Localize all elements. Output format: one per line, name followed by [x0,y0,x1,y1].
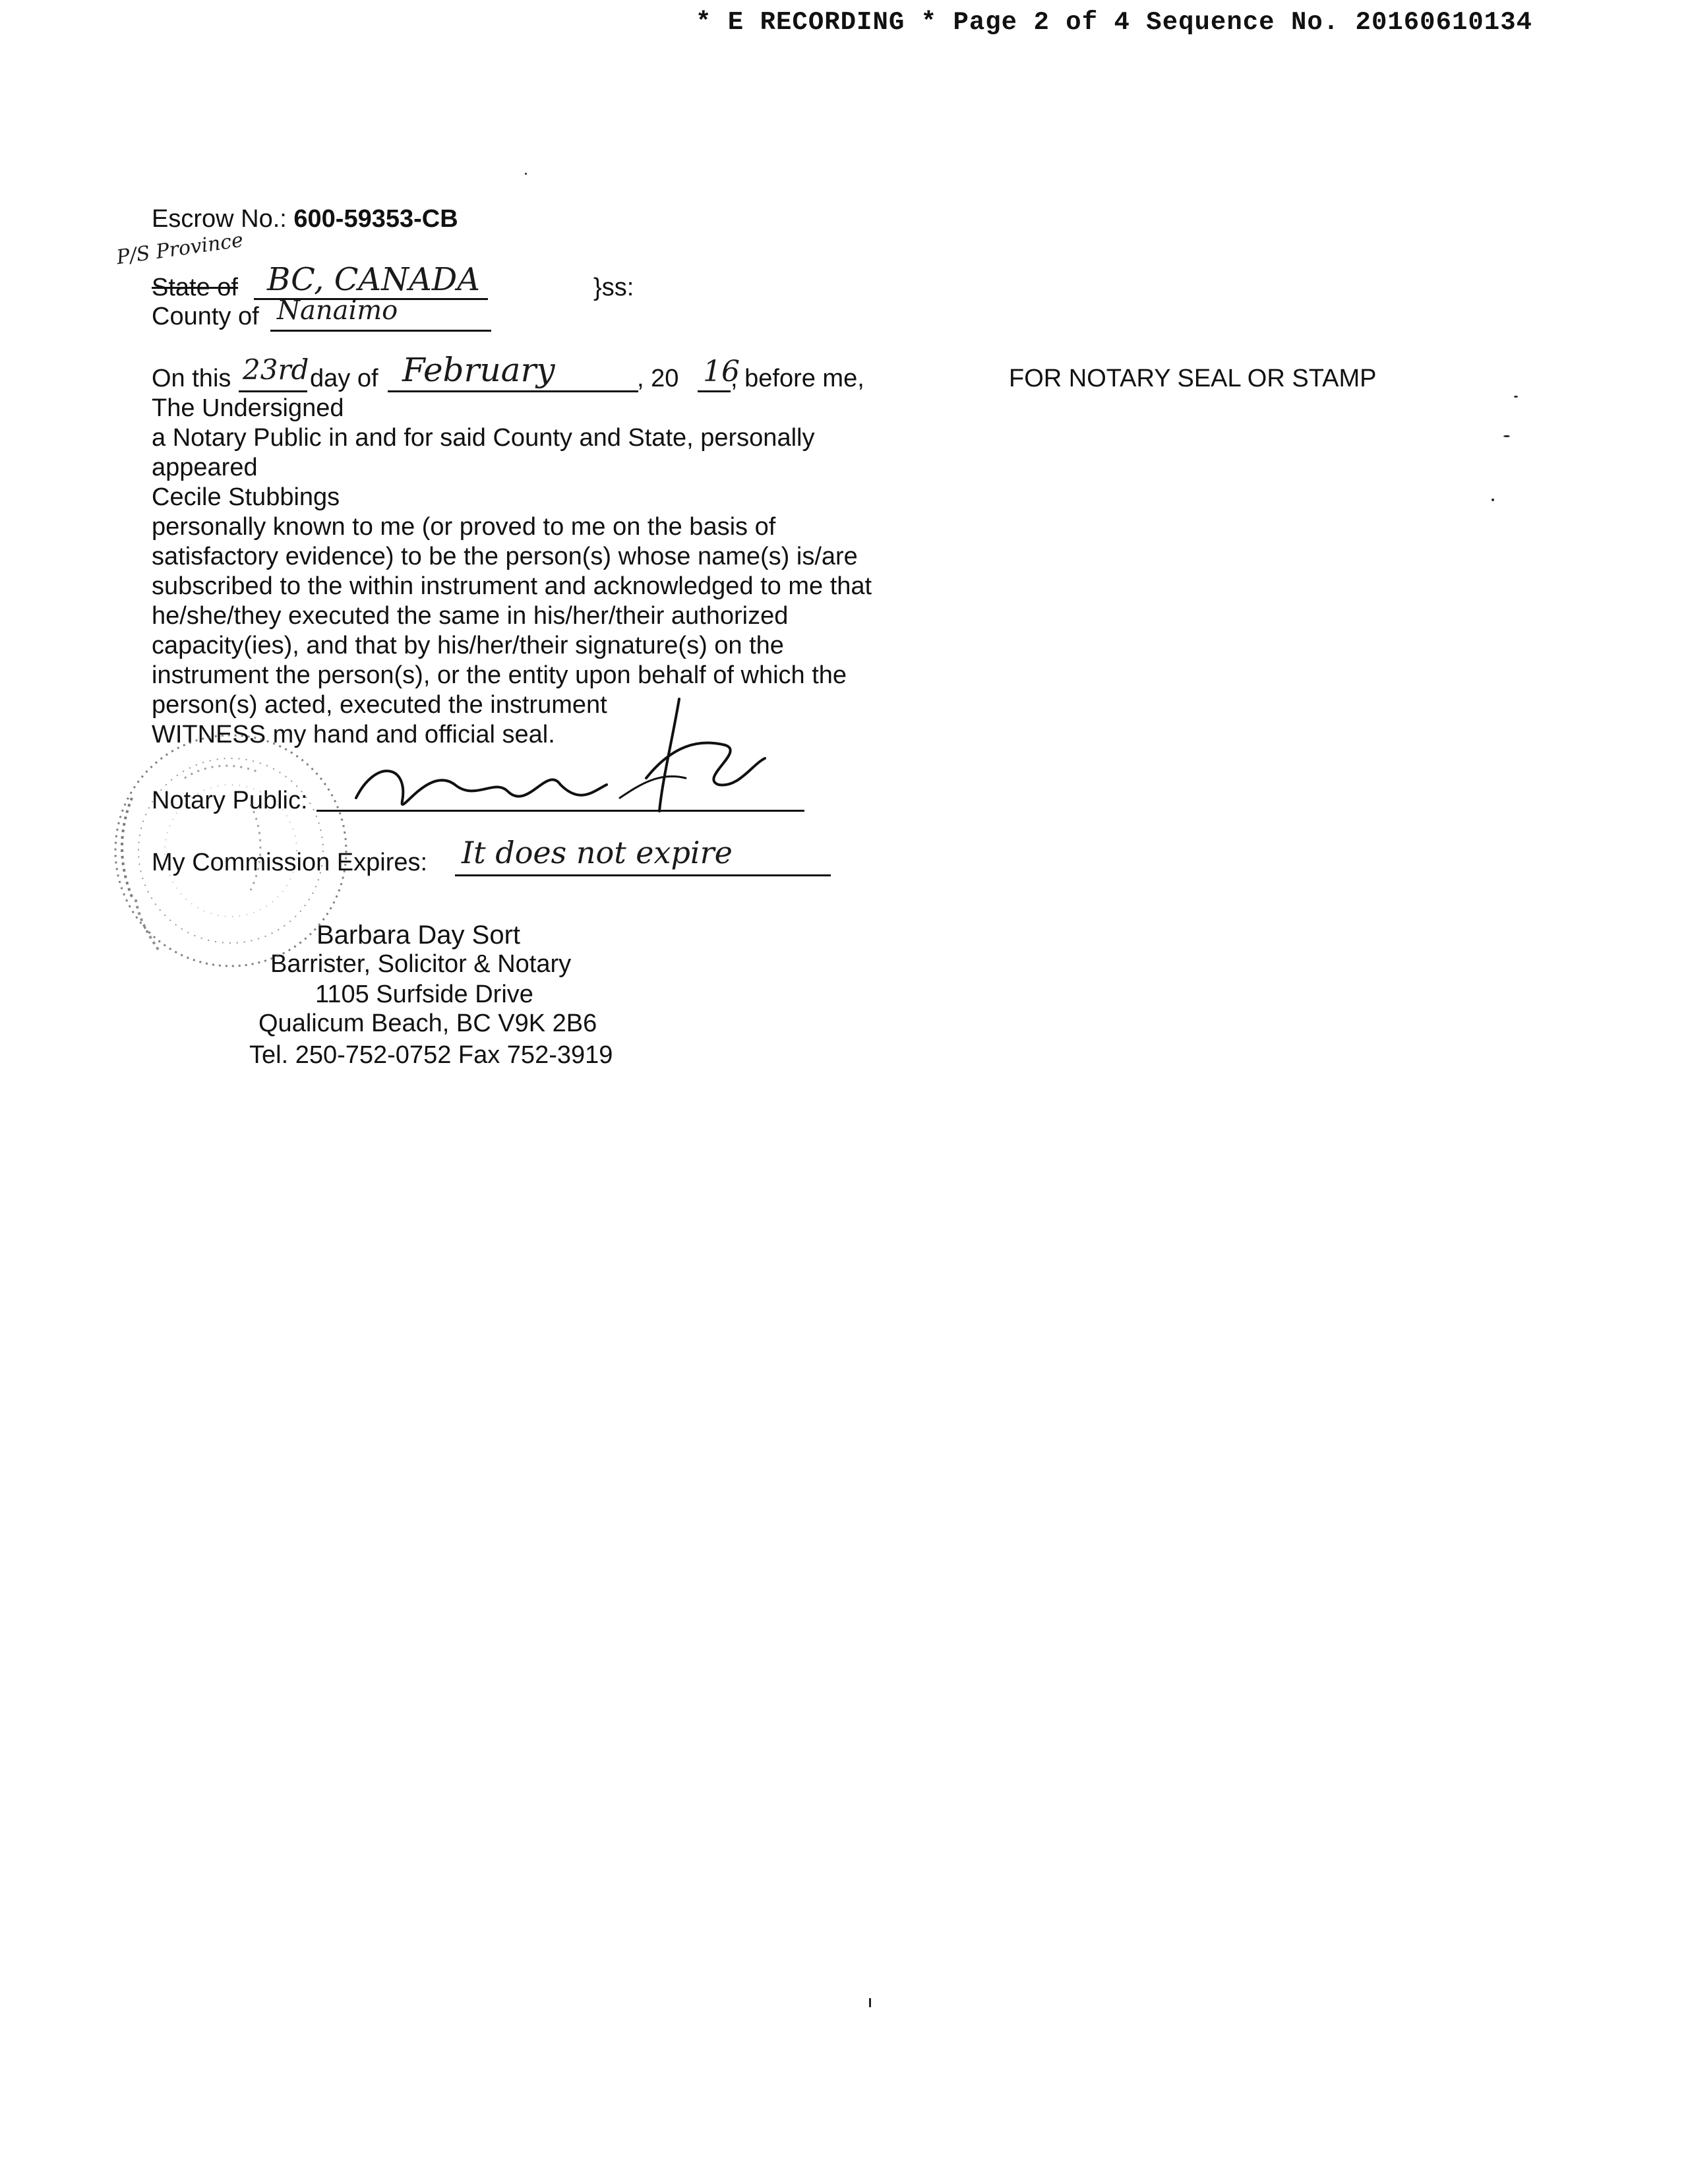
county-underline [270,330,491,332]
scan-speck [1503,435,1510,437]
notary-phone: Tel. 250-752-0752 Fax 752-3919 [249,1041,613,1069]
scan-speck [1514,396,1518,398]
ack-line: subscribed to the within instrument and acknowledged to me that [152,572,872,600]
county-label: County of [152,303,259,330]
recording-header: * E RECORDING * Page 2 of 4 Sequence No. 20160610134 [696,8,1532,37]
notary-title: Barrister, Solicitor & Notary [270,950,572,978]
notary-name: Barbara Day Sort [316,921,521,950]
year-underline [698,390,731,392]
commission-label: My Commission Expires: [152,849,428,876]
ack-line: capacity(ies), and that by his/her/their signature(s) on the [152,632,784,659]
before-me-label: , before me, [731,365,864,392]
scan-speck [869,1998,871,2007]
year-handwritten-value: 16 [703,355,740,388]
ack-line: person(s) acted, executed the instrument [152,691,607,719]
ack-line: personally known to me (or proved to me on the basis of [152,513,776,541]
notary-city: Qualicum Beach, BC V9K 2B6 [258,1010,597,1037]
ack-line: The Undersigned [152,394,344,422]
scan-speck [525,173,527,175]
month-underline [388,390,638,392]
scan-speck [1492,499,1494,501]
handwritten-signature [330,686,778,818]
witness-line: WITNESS my hand and official seal. [152,721,555,748]
commission-underline [455,874,831,876]
appearing-person-name: Cecile Stubbings [152,483,340,511]
county-handwritten-value: Nanaimo [277,295,398,326]
year-prefix: , 20 [637,365,679,392]
ack-line: appeared [152,454,258,481]
escrow-number: 600-59353-CB [293,205,458,233]
embossed-seal-impression [92,699,369,1095]
ack-line: satisfactory evidence) to be the person(s) whose name(s) is/are [152,543,858,570]
notary-seal-label: FOR NOTARY SEAL OR STAMP [1009,365,1377,392]
ack-line: a Notary Public in and for said County and State, personally [152,424,815,452]
ack-line: instrument the person(s), or the entity upon behalf of which the [152,661,847,689]
state-label: State of [152,274,238,301]
notary-public-label: Notary Public: [152,787,308,814]
day-handwritten-value: 23rd [243,353,309,386]
day-of-label: day of [310,365,378,392]
ack-line: he/she/they executed the same in his/her/their authorized [152,602,789,630]
ss-marker: }ss: [593,274,634,301]
escrow-label: Escrow No.: [152,205,287,233]
escrow-line [152,204,458,234]
month-handwritten-value: February [402,351,555,389]
state-handwritten-value: BC, CANADA [267,261,480,298]
day-underline [239,390,307,392]
notary-address: 1105 Surfside Drive [315,981,533,1008]
on-this-label: On this [152,365,231,392]
province-handwritten-note: P/S Province [115,228,245,270]
commission-handwritten-value: It does not expire [462,835,733,870]
